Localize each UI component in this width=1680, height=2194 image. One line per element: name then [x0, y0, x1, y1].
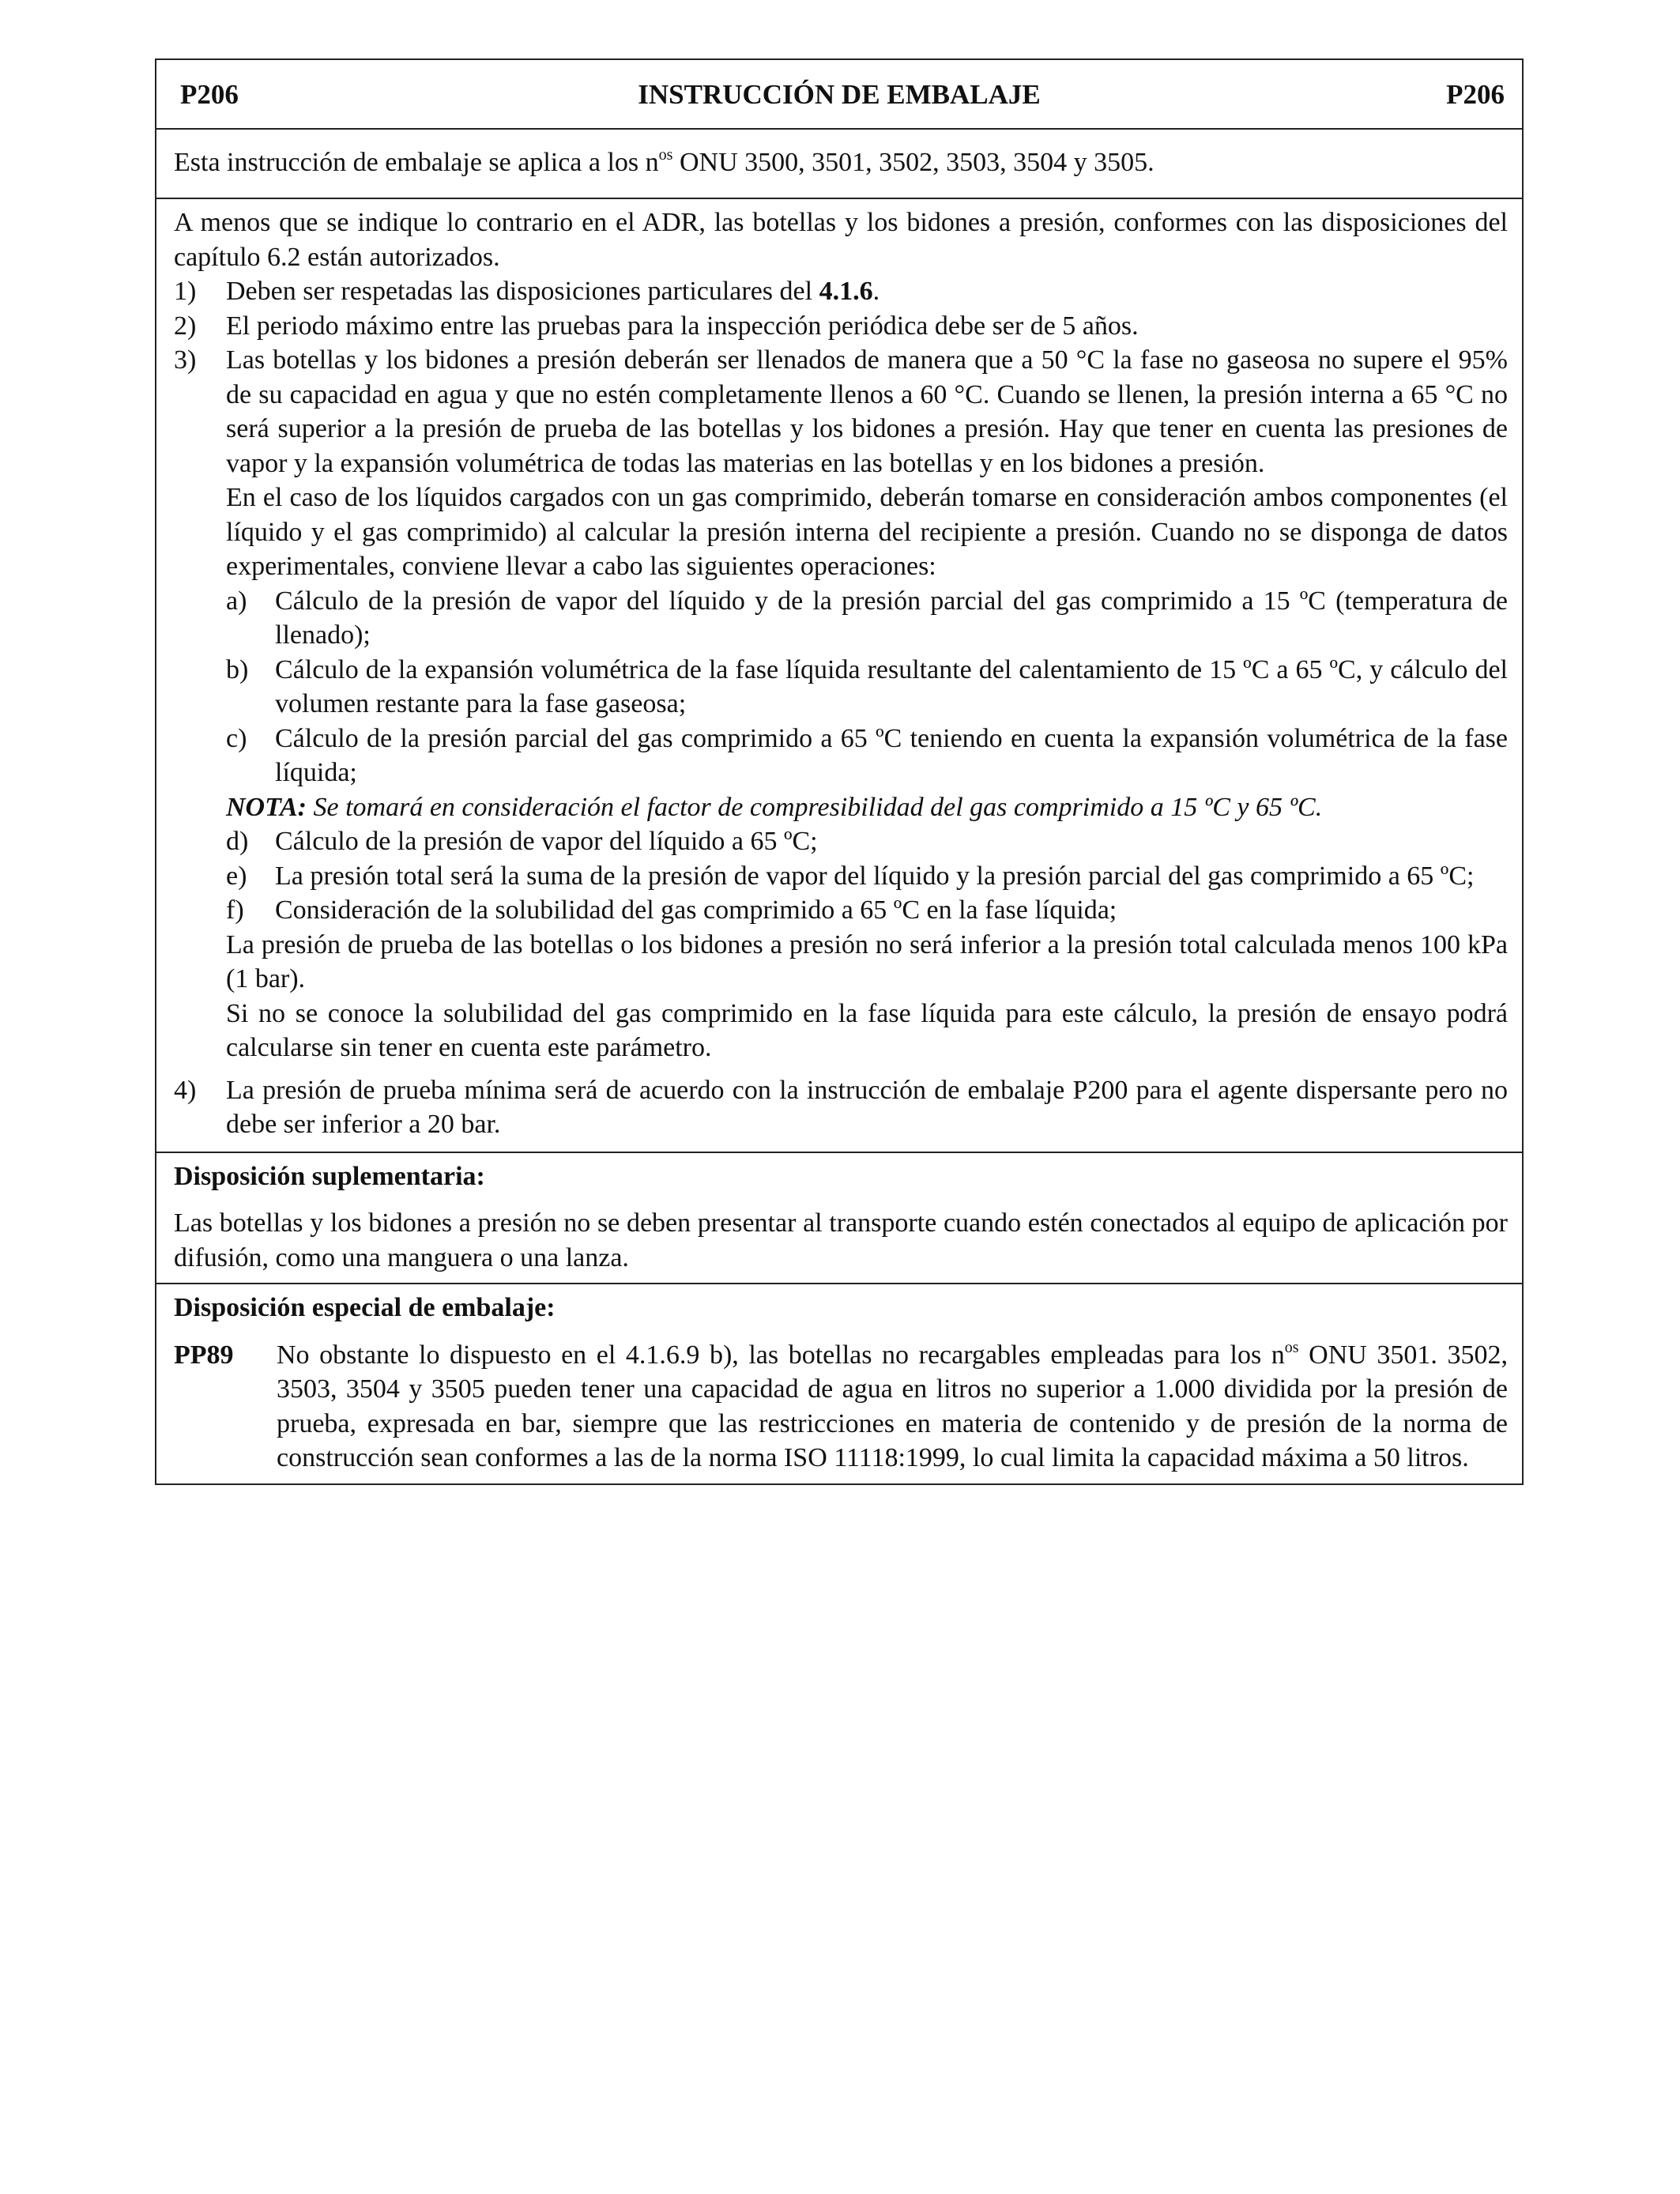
sub-item-letter: f)	[226, 895, 244, 925]
intro-paragraph: A menos que se indique lo contrario en el ADR, las botellas y los bidones a presión, conformes con las disposiciones del capítulo 6.2 están autorizados.	[174, 208, 1508, 272]
sub-item-letter: e)	[226, 861, 247, 891]
list-item	[174, 274, 1508, 309]
provision-code: PP89	[174, 1340, 234, 1370]
note	[174, 790, 1508, 825]
instruction-code-left: P206	[180, 79, 239, 110]
table-header	[156, 60, 1522, 130]
sub-item	[174, 859, 1508, 894]
item-number: 4)	[174, 1075, 197, 1105]
section-text: Las botellas y los bidones a presión no se deben presentar al transporte cuando estén conectados al equipo de aplicación por difusión, como una manguera o una lanza.	[174, 1208, 1508, 1272]
provision-text-prefix: No obstante lo dispuesto en el 4.1.6.9 b), las botellas no recargables empleadas para los n	[277, 1340, 1285, 1370]
sub-item-text: La presión total será la suma de la presión de vapor del líquido y la presión parcial del gas comprimido a 65 ºC;	[275, 861, 1475, 891]
provision-text-suffix: ONU 3501. 3502, 3503, 3504 y 3505 pueden tener una capacidad de agua en litros no superior a 1.000 dividida por la presión de prueba, expresada en bar, siempre que las restricciones en materia de contenido y de presión de la norma de construcción sean conformes a las de la norma ISO 11118:1999, lo cual limita la capacidad máxima a 50 litros.	[277, 1340, 1508, 1472]
sub-item-letter: a)	[226, 586, 247, 616]
applicability-prefix: Esta instrucción de embalaje se aplica a los n	[174, 148, 659, 177]
sub-item	[174, 722, 1508, 790]
item3-paragraph: Si no se conoce la solubilidad del gas comprimido en la fase líquida para este cálculo, la presión de ensayo podrá calcularse sin tener en cuenta este parámetro.	[226, 998, 1508, 1062]
item-text: Las botellas y los bidones a presión deberán ser llenados de manera que a 50 °C la fase no gaseosa no supere el 95% de su capacidad en agua y que no estén completamente llenos a 60 °C. Cuando se llenen, la presión interna a 65 °C no será superior a la presión de prueba de las botellas y los bidones a presión. Hay que tener en cuenta las presiones de vapor y la expansión volumétrica de todas las materias en las botellas y en los bidones a presión.	[226, 345, 1508, 478]
list-item	[174, 309, 1508, 344]
supplementary-provision	[156, 1153, 1522, 1285]
applicability-superscript: os	[658, 146, 673, 164]
sub-item-letter: d)	[226, 827, 249, 856]
applicability-suffix: ONU 3500, 3501, 3502, 3503, 3504 y 3505.	[672, 148, 1155, 177]
item3-paragraph: En el caso de los líquidos cargados con un gas comprimido, deberán tomarse en consideración ambos componentes (el líquido y el gas comprimido) al calcular la presión interna del recipiente a presión. Cuando no se disponga de datos experimentales, conviene llevar a cabo las siguientes operaciones:	[226, 483, 1508, 581]
item-text-end: .	[872, 277, 880, 306]
special-packing-provision	[156, 1284, 1522, 1483]
sub-item	[174, 893, 1508, 928]
provision-superscript: os	[1284, 1338, 1299, 1356]
sub-item-letter: b)	[226, 654, 249, 684]
item3-paragraph: La presión de prueba de las botellas o los bidones a presión no será inferior a la presión total calculada menos 100 kPa (1 bar).	[226, 929, 1508, 993]
sub-item	[174, 653, 1508, 722]
sub-item-text: Cálculo de la expansión volumétrica de la fase líquida resultante del calentamiento de 15 ºC a 65 ºC, y cálculo del volumen restante para la fase gaseosa;	[275, 654, 1508, 718]
instruction-code-right: P206	[1446, 79, 1505, 110]
sub-item-letter: c)	[226, 723, 247, 753]
section-title: Disposición especial de embalaje:	[174, 1293, 556, 1322]
applicability-row	[156, 130, 1522, 199]
page-title: INSTRUCCIÓN DE EMBALAJE	[638, 79, 1041, 110]
sub-item	[174, 824, 1508, 859]
item-number: 1)	[174, 277, 197, 306]
item-number: 2)	[174, 311, 197, 341]
sub-item-text: Cálculo de la presión parcial del gas comprimido a 65 ºC teniendo en cuenta la expansión volumétrica de la fase líquida;	[275, 723, 1508, 787]
item-text: Deben ser respetadas las disposiciones particulares del	[226, 277, 819, 306]
item-text: La presión de prueba mínima será de acuerdo con la instrucción de embalaje P200 para el agente dispersante pero no debe ser inferior a 20 bar.	[226, 1075, 1508, 1139]
packing-instruction-table	[155, 58, 1524, 1485]
note-text: Se tomará en consideración el factor de compresibilidad del gas comprimido a 15 ºC y 65 ºC.	[307, 792, 1323, 822]
provision-item	[174, 1338, 1508, 1476]
sub-item	[174, 584, 1508, 653]
item-text: El periodo máximo entre las pruebas para la inspección periódica debe ser de 5 años.	[226, 311, 1139, 341]
note-label: NOTA:	[226, 792, 307, 822]
item-number: 3)	[174, 345, 197, 375]
list-item	[174, 1073, 1508, 1142]
sub-item-text: Cálculo de la presión de vapor del líquido a 65 ºC;	[275, 827, 818, 856]
list-item	[174, 343, 1508, 481]
sub-item-text: Consideración de la solubilidad del gas comprimido a 65 ºC en la fase líquida;	[275, 895, 1117, 925]
main-provisions	[156, 199, 1522, 1153]
section-title: Disposición suplementaria:	[174, 1161, 485, 1191]
sub-item-text: Cálculo de la presión de vapor del líquido y de la presión parcial del gas comprimido a 15 ºC (temperatura de llenado);	[275, 586, 1508, 650]
item-reference: 4.1.6	[819, 277, 873, 306]
